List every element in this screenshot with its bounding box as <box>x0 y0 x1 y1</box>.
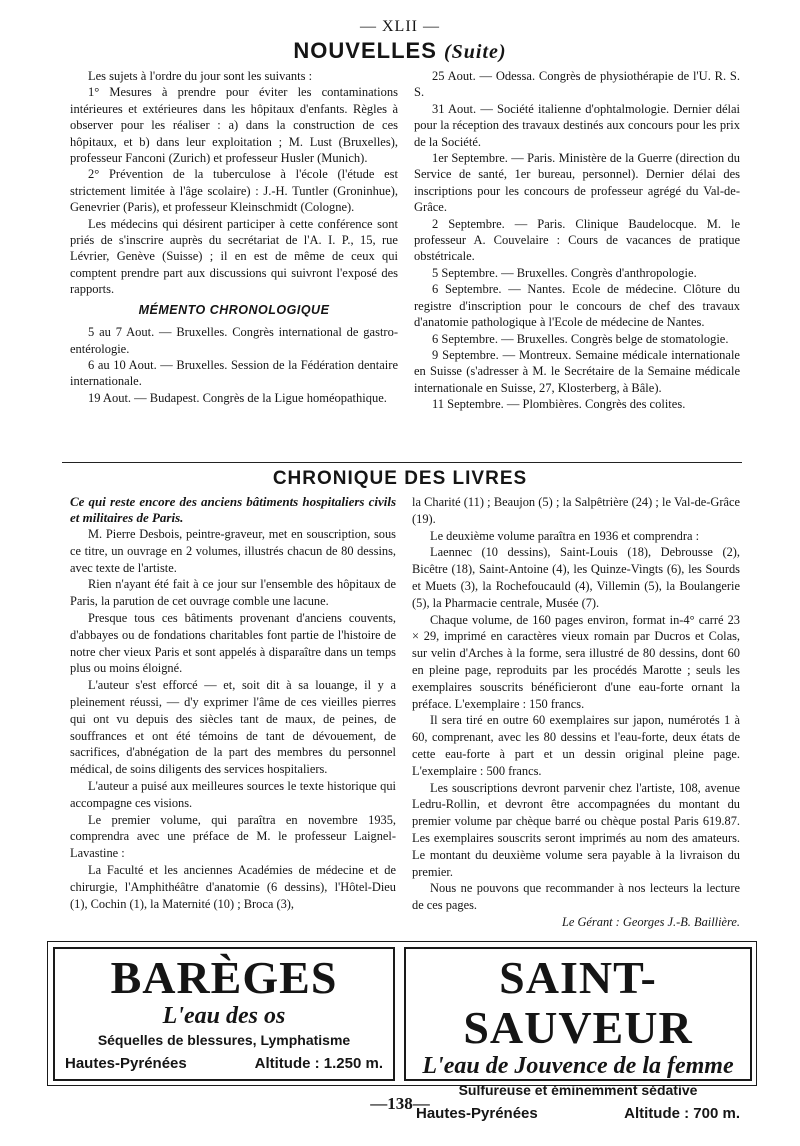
news-paragraph: Les sujets à l'ordre du jour sont les suivants : <box>88 69 313 83</box>
ad-name: BARÈGES <box>110 952 338 1003</box>
news-paragraph: Les médecins qui désirent participer à cette conférence sont priés de s'inscrire auprès du secrétariat de l'A. I. P., 15, rue Lévrier, Genève (Suisse) ; il en est de même de ceux qui comptent prendre part aux discussions qui suivront l'exposé des rapports. <box>70 216 398 297</box>
news-left-column <box>70 68 398 406</box>
ad-name: SAINT-SAUVEUR <box>463 952 693 1053</box>
section-title-suffix: (Suite) <box>444 41 507 63</box>
review-paragraph: La Faculté et les anciennes Académies de médecine et de chirurgie, l'Amphithéâtre d'anatomie (6 dessins), l'Hôtel-Dieu (1), Cochin (1), la Maternité (10) ; Broca (3), <box>70 862 396 911</box>
ad-altitude: Altitude : 1.250 m. <box>254 1055 383 1072</box>
ad-footer <box>55 1049 393 1072</box>
memento-entry: 1er Septembre. — Paris. Ministère de la Guerre (direction du Service de santé, 1er bureau, personnel). Dernier délai des inscriptions pour les concours de professeur agrégé du Val-de-Grâce. <box>414 151 740 215</box>
ad-altitude: Altitude : 700 m. <box>624 1105 740 1122</box>
review-paragraph: la Charité (11) ; Beaujon (5) ; la Salpêtrière (24) ; le Val-de-Grâce (19). <box>412 495 740 526</box>
memento-entry: 11 Septembre. — Plombières. Congrès des colites. <box>432 397 686 412</box>
review-paragraph: Le deuxième volume paraîtra en 1936 et comprendra : <box>430 528 700 543</box>
signature: Le Gérant : Georges J.-B. Baillière. <box>561 914 740 929</box>
review-paragraph: Le premier volume, qui paraîtra en novembre 1935, comprendra avec une préface de M. le professeur Laignel-Lavastine : <box>70 812 396 861</box>
memento-entry: 6 au 10 Aout. — Bruxelles. Session de la Fédération dentaire internationale. <box>70 357 398 389</box>
memento-entry: 25 Aout. — Odessa. Congrès de physiothérapie de l'U. R. S. S. <box>414 69 740 100</box>
section-divider <box>62 462 742 463</box>
page-number: —138— <box>370 1094 430 1113</box>
memento-entry: 6 Septembre. — Bruxelles. Congrès belge de stomatologie. <box>432 331 729 346</box>
ad-region: Hautes-Pyrénées <box>65 1055 187 1072</box>
ad-bareges <box>53 947 395 1081</box>
memento-entry: 6 Septembre. — Nantes. Ecole de médecine. Clôture du registre d'inscription pour le concours de chef des travaux d'anatomie pathologique à l'Ecole de médecine de Nantes. <box>414 282 740 330</box>
memento-entry: 9 Septembre. — Montreux. Semaine médicale internationale en Suisse (s'adresser à M. le Secrétaire de la Semaine médicale internationale en Suisse, 27, Klosterberg, à Bâle). <box>414 347 740 395</box>
review-paragraph: Nous ne pouvons que recommander à nos lecteurs la lecture de ces pages. <box>412 881 740 913</box>
review-paragraph: M. Pierre Desbois, peintre-graveur, met en souscription, sous ce titre, un ouvrage en 2 volumes, illustrés chacun de 80 dessins, avec texte de l'artiste. <box>70 527 396 575</box>
page-marker: — XLII — <box>360 18 440 35</box>
section-title <box>0 38 800 64</box>
ad-saint-sauveur <box>404 947 752 1122</box>
review-paragraph: Presque tous ces bâtiments provenant d'anciens couvents, d'abbayes ou de fondations charitables font partie de l'histoire de notre cher vieux Paris et sont appelés à disparaître dans un temps plus ou moins éloigné. <box>70 610 396 676</box>
memento-entry: 2 Septembre. — Paris. Clinique Baudelocque. M. le professeur A. Couvelaire : Cours de vacances de pratique obstétricale. <box>414 216 740 264</box>
memento-entry: 19 Aout. — Budapest. Congrès de la Ligue homéopathique. <box>88 390 387 405</box>
memento-entry: 5 Septembre. — Bruxelles. Congrès d'anthropologie. <box>432 265 697 280</box>
review-paragraph: Les souscriptions devront parvenir chez l'artiste, 108, avenue Ledru-Rollin, et devront être accompagnées du montant du premier volume par chèque barré ou chèque postal Paris 619.87. Les exemplaires souscrits seront imprimés au nom des amateurs. Le montant du deuxième volume sera payable à la livraison du premier. <box>412 780 740 879</box>
review-paragraph: Laennec (10 dessins), Saint-Louis (18), Debrousse (2), Bicêtre (18), Saint-Antoine (4), les Quinze-Vingts (6), les Sourds et Muets (3), la Rochefoucauld (4), Villemin (5), la Boulangerie (5), la Pharmacie centrale, Musée (7). <box>412 545 740 610</box>
memento-entry: 31 Aout. — Société italienne d'ophtalmologie. Dernier délai pour la réception des travaux destinés aux concours pour les prix de la Société. <box>414 101 740 149</box>
chronique-title: CHRONIQUE DES LIVRES <box>272 468 528 489</box>
news-paragraph: 2° Prévention de la tuberculose à l'école (l'étude est strictement limitée à l'âge scolaire) : J.-H. Tuntler (Groninhue), Genevrier (Paris), et professeur Kleinschmidt (Cologne). <box>70 167 398 215</box>
ad-region: Hautes-Pyrénées <box>416 1105 538 1122</box>
ad-slogan: L'eau des os <box>162 1003 286 1029</box>
book-title: Ce qui reste encore des anciens bâtiments hospitaliers civils et militaires de Paris. <box>70 494 396 525</box>
chronique-right-column <box>412 494 740 931</box>
memento-heading: MÉMENTO CHRONOLOGIQUE <box>138 302 330 317</box>
ad-tagline: Séquelles de blessures, Lymphatisme <box>97 1032 351 1048</box>
news-right-column <box>414 68 740 413</box>
review-paragraph: L'auteur s'est efforcé — et, soit dit à sa louange, il y a pleinement réussi, — d'y exprimer l'âme de ces vieilles pierres qui ont vu depuis des siècles tant de maux, de peines, de souffrances et ont été témoins de tant de dévouement, de sacrifices, d'abnégation de la part des membres du personnel médical, de soins diligents des services hospitaliers. <box>70 678 396 777</box>
memento-entry: 5 au 7 Aout. — Bruxelles. Congrès international de gastro-entérologie. <box>70 325 398 356</box>
news-paragraph: 1° Mesures à prendre pour éviter les contaminations intérieures et extérieures dans les hôpitaux d'enfants. Règles à observer pour les réaliser : a) dans la construction de ces hôpitaux, et b) dans leur exploitation ; M. Lust (Bruxelles), professeur Fanconi (Zurich) et professeur Husler (Munich). <box>70 85 398 166</box>
review-paragraph: Chaque volume, de 160 pages environ, format in-4° carré 23 × 29, imprimé en caractères vieux romain par Ducros et Colas, sur velin d'Arches à la forme, sera illustré de 80 dessins, dont 60 en pleine page, reproduits par les procédés Marotte ; seuls les exemplaires souscrits bénéficieront d'une eau-forte ornant la préface. L'exemplaire : 150 francs. <box>412 612 740 711</box>
ad-tagline: Sulfureuse et éminemment sédative <box>458 1082 698 1098</box>
ad-slogan: L'eau de Jouvence de la femme <box>422 1053 734 1079</box>
review-paragraph: L'auteur a puisé aux meilleures sources le texte historique qui accompagne ces visions. <box>70 778 396 810</box>
chronique-left-column <box>70 494 396 912</box>
review-paragraph: Rien n'ayant été fait à ce jour sur l'ensemble des hôpitaux de Paris, la parution de cet ouvrage comble une lacune. <box>70 577 396 609</box>
section-title-text: NOUVELLES <box>293 38 437 63</box>
review-paragraph: Il sera tiré en outre 60 exemplaires sur japon, numérotés 1 à 60, comprenant, avec les 80 dessins et l'eau-forte, deux états de cette eau-forte à part et un dessin original pleine page. L'exemplaire : 500 francs. <box>412 713 740 778</box>
